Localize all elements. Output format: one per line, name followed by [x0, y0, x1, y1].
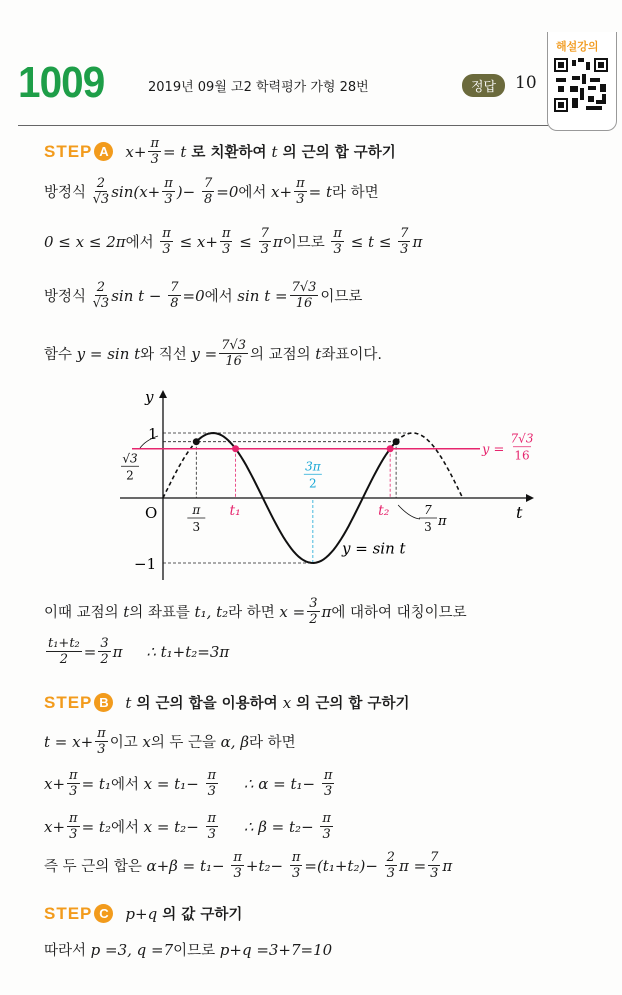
text: 좌표이다. — [321, 347, 382, 363]
denominator: √3 — [92, 296, 110, 311]
numerator: 3 — [100, 636, 109, 651]
problem-source: 2019년 09월 고2 학력평가 가형 28번 — [148, 80, 369, 95]
denominator: 8 — [170, 296, 179, 311]
text: 이므로 — [282, 235, 330, 251]
fraction — [206, 768, 219, 799]
denominator: 3 — [69, 827, 78, 842]
denominator: 3 — [69, 784, 78, 799]
math-text: ≤ t ≤ — [345, 232, 397, 251]
step-c-heading — [44, 903, 242, 924]
text: 에서 — [204, 289, 238, 305]
denominator: 3 — [323, 784, 333, 799]
step-a-heading — [44, 136, 396, 167]
step-a-title — [125, 136, 395, 167]
heading-text: 로 치환하여 — [186, 145, 272, 161]
numerator: 2 — [96, 280, 106, 295]
numerator: 7 — [430, 850, 439, 865]
t-axis-arrow-icon — [526, 494, 534, 502]
fraction — [294, 176, 307, 207]
fraction — [95, 726, 108, 757]
math-text: y = sin t — [76, 344, 141, 363]
7-3-label-num: 7 — [424, 503, 432, 517]
denominator: 2 — [100, 652, 109, 667]
fraction — [259, 226, 271, 257]
step-b-title — [125, 692, 409, 713]
math-text: p+q =3+7=10 — [219, 940, 333, 959]
text: 와 직선 — [140, 347, 192, 363]
text: 의 교점의 — [250, 347, 316, 363]
math-text: = t₂ — [81, 817, 111, 836]
math-text: sin t − — [111, 286, 167, 305]
qr-code-icon[interactable] — [554, 58, 608, 112]
fraction — [331, 226, 344, 257]
math-text: x = — [279, 602, 306, 621]
fraction — [67, 811, 80, 842]
numerator: π — [296, 176, 305, 191]
denominator: 3 — [322, 827, 331, 842]
math-text: 0 ≤ x ≤ 2π — [44, 232, 126, 251]
math-text: ≤ — [234, 232, 257, 251]
solution-line — [44, 636, 229, 667]
heading-text: 의 근의 합을 이용하여 — [131, 696, 283, 712]
solution-line — [44, 226, 422, 257]
numerator: 7√3 — [291, 280, 317, 295]
math-text: ∴ α = t₁− — [220, 774, 320, 793]
3pi-2-label-den: 2 — [309, 476, 317, 491]
text: 이므로 — [320, 289, 363, 305]
denominator: 3 — [150, 152, 159, 167]
text: 함수 — [44, 347, 77, 363]
answer-badge: 정답 — [462, 74, 505, 97]
numerator: π — [150, 136, 159, 151]
denominator: 16 — [225, 354, 242, 369]
math-text: = t — [162, 142, 187, 161]
y-tick-neg1: −1 — [134, 555, 157, 573]
numerator: π — [221, 226, 231, 241]
numerator: 7√3 — [221, 338, 247, 353]
point-7pi3 — [393, 438, 400, 445]
fraction — [428, 850, 440, 881]
denominator: 3 — [400, 242, 409, 257]
fraction — [231, 850, 244, 881]
math-text: t — [123, 602, 130, 621]
step-letter-badge: A — [94, 142, 113, 161]
text: 방정식 — [44, 289, 91, 305]
denominator: 3 — [333, 242, 342, 257]
math-text: = t₁ — [81, 774, 111, 793]
math-text: = — [83, 642, 97, 661]
math-text: y = — [191, 344, 218, 363]
denominator: 2 — [309, 612, 318, 627]
pointer-arrow-icon — [398, 505, 420, 519]
numerator: π — [333, 226, 342, 241]
denominator: 3 — [260, 242, 269, 257]
math-text: x — [282, 693, 292, 712]
math-text: π — [272, 232, 283, 251]
solution-line — [44, 596, 467, 627]
denominator: 16 — [295, 296, 313, 311]
fraction — [98, 636, 110, 667]
denominator: 2 — [59, 652, 69, 667]
denominator: 3 — [222, 242, 231, 257]
text: 방정식 — [44, 185, 91, 201]
math-text: α+β = t₁− — [146, 856, 230, 875]
curve-label: y = sin t — [342, 539, 406, 558]
denominator: 3 — [207, 784, 216, 799]
math-text: t — [271, 142, 278, 161]
text: 라 하면 — [331, 185, 379, 201]
math-text: )− — [176, 182, 200, 201]
numerator: 7 — [260, 226, 269, 241]
point-t1 — [232, 445, 239, 452]
math-text: p =3, q =7 — [90, 940, 174, 959]
numerator: π — [233, 850, 242, 865]
heading-text: 의 근의 합 구하기 — [291, 696, 410, 712]
step-label: STEP — [44, 692, 93, 712]
fraction — [93, 176, 110, 207]
math-text: π — [412, 232, 423, 251]
fraction — [148, 136, 161, 167]
numerator: π — [69, 768, 78, 783]
point-t2 — [387, 445, 394, 452]
denominator: 3 — [233, 866, 242, 881]
solution-line — [44, 176, 379, 207]
pi-3-label-den: 3 — [192, 520, 201, 534]
numerator: π — [291, 850, 301, 865]
fraction — [290, 280, 319, 311]
y-axis-arrow-icon — [159, 390, 167, 398]
numerator: π — [164, 176, 173, 191]
denominator: 3 — [164, 192, 173, 207]
line-value-label-den: 16 — [514, 448, 530, 463]
fraction — [385, 850, 397, 881]
numerator: π — [322, 811, 331, 826]
fraction — [93, 280, 110, 311]
fraction — [322, 768, 335, 799]
fraction — [46, 636, 82, 667]
solution-line — [44, 850, 452, 881]
step-letter-badge: B — [94, 693, 113, 712]
numerator: π — [207, 811, 217, 826]
math-text: =(t₁+t₂)− — [304, 856, 383, 875]
sqrt3-2-label-num: √3 — [122, 451, 138, 466]
fraction — [202, 176, 214, 207]
pi-label: π — [438, 514, 447, 529]
text: 에서 — [110, 820, 144, 836]
numerator: π — [323, 768, 333, 783]
step-b-heading — [44, 692, 409, 713]
step-letter-badge: C — [94, 904, 113, 923]
text: 따라서 — [44, 943, 91, 959]
3pi-2-label-num: 3π — [305, 459, 321, 474]
sine-curve-dashed-left — [163, 442, 196, 498]
denominator: 3 — [430, 866, 439, 881]
numerator: π — [97, 726, 106, 741]
t1-label: t₁ — [229, 503, 241, 519]
denominator: 3 — [162, 242, 171, 257]
math-text: x = t₁− — [143, 774, 204, 793]
text: 에서 — [125, 235, 159, 251]
numerator: π — [69, 811, 78, 826]
text: 의 좌표를 — [129, 605, 195, 621]
text: 의 두 근을 — [150, 735, 221, 751]
numerator: 3 — [309, 596, 318, 611]
math-text: = t — [308, 182, 332, 201]
sine-curve-dashed-right — [396, 433, 463, 498]
math-text: p+q — [125, 904, 158, 923]
math-text: ∴ β = t₂− — [220, 817, 319, 836]
denominator: 3 — [296, 192, 305, 207]
solution-line — [44, 939, 332, 960]
numerator: 2 — [386, 850, 395, 865]
line-value-label-num: 7√3 — [510, 431, 534, 446]
math-text: sin t = — [237, 286, 288, 305]
heading-text: 의 값 구하기 — [157, 907, 243, 923]
text: 라 하면 — [249, 735, 296, 751]
math-text: x+ — [44, 774, 66, 793]
math-text: t — [125, 693, 132, 712]
math-text: ≤ x+ — [174, 232, 218, 251]
problem-number: 1009 — [18, 58, 105, 107]
answer-value: 10 — [515, 73, 537, 93]
math-text: π = — [398, 856, 427, 875]
t2-label: t₂ — [378, 503, 390, 519]
denominator: √3 — [92, 192, 110, 207]
numerator: π — [207, 768, 217, 783]
math-text: =0 — [182, 286, 205, 305]
heading-text: 의 근의 합 구하기 — [277, 145, 396, 161]
fraction — [220, 226, 233, 257]
math-text: t — [315, 344, 322, 363]
point-pi3 — [193, 438, 200, 445]
numerator: t₁+t₂ — [48, 636, 80, 651]
denominator: 3 — [97, 742, 106, 757]
t-axis-label: t — [516, 503, 523, 522]
math-text: π — [442, 856, 453, 875]
sqrt3-2-label-den: 2 — [126, 468, 134, 483]
solution-line — [44, 811, 335, 842]
fraction — [206, 811, 219, 842]
fraction — [160, 226, 173, 257]
pi-3-label-num: π — [192, 503, 201, 517]
math-text: +t₂− — [245, 856, 288, 875]
text: 이므로 — [173, 943, 220, 959]
math-text: x+ — [125, 142, 147, 161]
y-tick-1: 1 — [148, 425, 158, 443]
denominator: 8 — [204, 192, 213, 207]
solution-line — [44, 280, 362, 311]
text: 즉 두 근의 합은 — [44, 859, 147, 875]
step-label: STEP — [44, 903, 93, 923]
denominator: 3 — [291, 866, 301, 881]
fraction — [307, 596, 319, 627]
numerator: 2 — [96, 176, 106, 191]
qr-label: 해설강의 — [556, 40, 599, 53]
solution-line — [44, 726, 296, 757]
math-text: π — [321, 602, 332, 621]
solution-line — [44, 768, 336, 799]
math-text: x+ — [271, 182, 293, 201]
fraction — [67, 768, 80, 799]
denominator: 3 — [386, 866, 395, 881]
fraction — [398, 226, 410, 257]
fraction — [320, 811, 333, 842]
7-3-label-den: 3 — [424, 520, 432, 534]
step-label: STEP — [44, 141, 93, 161]
sine-graph — [0, 380, 622, 580]
numerator: π — [162, 226, 171, 241]
line-label-prefix: y = — [482, 442, 505, 458]
y-axis-label: y — [145, 388, 154, 406]
math-text: x+ — [44, 817, 66, 836]
fraction — [168, 280, 180, 311]
math-text: π ∴ t₁+t₂=3π — [112, 642, 230, 661]
text: 에서 — [238, 185, 272, 201]
math-text: x = t₂− — [143, 817, 204, 836]
fraction — [219, 338, 248, 369]
math-text: =0 — [216, 182, 239, 201]
step-c-title — [125, 903, 242, 924]
text: 이고 — [109, 735, 143, 751]
text: 에서 — [110, 777, 144, 793]
numerator: 7 — [204, 176, 213, 191]
text: 에 대하여 대칭이므로 — [331, 605, 467, 621]
origin-label: O — [145, 504, 158, 522]
denominator: 3 — [207, 827, 216, 842]
text: 이때 교점의 — [44, 605, 124, 621]
math-text: α, β — [220, 732, 250, 751]
math-text: t₁, t₂ — [194, 602, 229, 621]
math-text: x — [142, 732, 151, 751]
math-text: t = x+ — [44, 732, 94, 751]
numerator: 7 — [170, 280, 179, 295]
solution-line — [44, 338, 382, 369]
numerator: 7 — [400, 226, 409, 241]
fraction — [162, 176, 175, 207]
math-text: sin(x+ — [111, 182, 161, 201]
text: 라 하면 — [228, 605, 280, 621]
fraction — [290, 850, 303, 881]
header-divider — [18, 125, 548, 126]
